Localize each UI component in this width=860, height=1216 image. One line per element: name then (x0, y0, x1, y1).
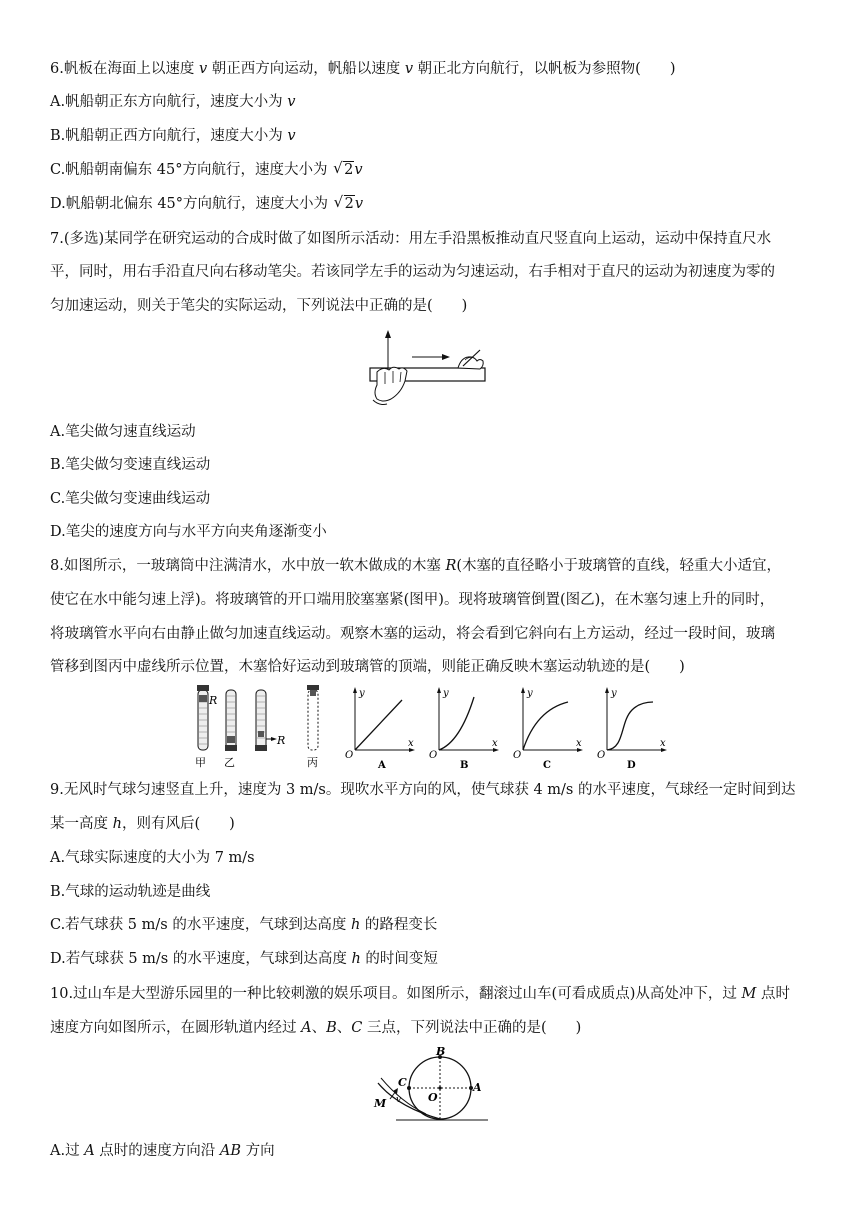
svg-text:O: O (597, 750, 606, 761)
svg-text:D: D (627, 760, 636, 771)
q7-stem-line1: 7.(多选)某同学在研究运动的合成时做了如图所示活动：用左手沿黑板推动直尺竖直向上运动，运动中保持直尺水 (50, 231, 772, 247)
label-C: C (398, 1076, 407, 1089)
q9-option-c[interactable]: C.若气球获 5 m/s 的水平速度，气球到达高度 h 的路程变长 (50, 917, 438, 933)
q6-option-b[interactable]: B.帆船朝正西方向航行，速度大小为 v (50, 128, 296, 144)
label-M: M (374, 1097, 387, 1110)
label-O: O (428, 1091, 438, 1104)
q7-option-b[interactable]: B.笔尖做匀变速直线运动 (50, 457, 211, 473)
svg-text:O: O (429, 750, 438, 761)
tube-bing (307, 685, 319, 750)
svg-text:O: O (513, 750, 522, 761)
q8-figure (180, 682, 680, 772)
q9-option-d[interactable]: D.若气球获 5 m/s 的水平速度，气球到达高度 h 的时间变短 (50, 951, 438, 967)
q10-figure-loop (368, 1045, 493, 1125)
q9-option-b[interactable]: B.气球的运动轨迹是曲线 (50, 884, 211, 900)
q7-stem-line2: 平，同时，用右手沿直尺向右移动笔尖。若该同学左手的运动为匀速运动，右手相对于直尺的运动为初速度为零的 (50, 264, 775, 280)
svg-text:C: C (543, 760, 551, 771)
label-yi: 乙 (224, 756, 235, 769)
svg-text:x: x (660, 738, 666, 749)
q8-stem-line3: 将玻璃管水平向右由静止做匀加速直线运动。观察木塞的运动，将会看到它斜向右上方运动，经过一段时间，玻璃 (50, 626, 775, 642)
tube-jia (197, 685, 209, 750)
tube-yi (225, 690, 237, 751)
q9-option-a[interactable]: A.气球实际速度的大小为 7 m/s (50, 850, 255, 866)
q7-option-c[interactable]: C.笔尖做匀变速曲线运动 (50, 491, 211, 507)
svg-text:x: x (576, 738, 582, 749)
svg-text:y: y (359, 688, 365, 699)
q7-figure-ruler-hand (365, 330, 490, 408)
q6-option-c[interactable]: C.帆船朝南偏东 45°方向航行，速度大小为 √ 2v (50, 160, 363, 180)
q6-stem: 6.帆板在海面上以速度 v 朝正西方向运动，帆船以速度 v 朝正北方向航行，以帆板为参照物( ) (50, 61, 676, 77)
q7-option-d[interactable]: D.笔尖的速度方向与水平方向夹角逐渐变小 (50, 524, 327, 540)
sqrt-symbol: √ 2 (334, 160, 354, 180)
q10-stem-line1: 10.过山车是大型游乐园里的一种比较刺激的娱乐项目。如图所示，翻滚过山车(可看成质点)从高处冲下，过 M 点时 (50, 986, 790, 1002)
graph-d (597, 687, 667, 771)
tube-moving (255, 690, 277, 751)
q10-stem-line2: 速度方向如图所示，在圆形轨道内经过 A、B、C 三点，下列说法中正确的是( ) (50, 1020, 582, 1036)
svg-text:x: x (492, 738, 498, 749)
svg-text:O: O (345, 750, 354, 761)
label-v: v (396, 1095, 402, 1105)
q7-stem-line3: 匀加速运动，则关于笔尖的实际运动，下列说法中正确的是( ) (50, 298, 468, 314)
label-A: A (473, 1081, 482, 1094)
svg-text:x: x (408, 738, 414, 749)
q8-stem-line1: 8.如图所示，一玻璃筒中注满清水，水中放一软木做成的木塞 R(木塞的直径略小于玻璃管的直线，轻重大小适宜， (50, 558, 782, 574)
svg-text:y: y (443, 688, 449, 699)
q8-stem-line4: 管移到图丙中虚线所示位置，木塞恰好运动到玻璃管的顶端，则能正确反映木塞运动轨迹的是( ) (50, 659, 685, 675)
label-bing: 丙 (307, 756, 318, 769)
svg-text:y: y (611, 688, 617, 699)
graph-a (345, 687, 415, 771)
label-B: B (436, 1045, 446, 1058)
q8-stem-line2: 使它在水中能匀速上浮)。将玻璃管的开口端用胶塞塞紧(图甲)。现将玻璃管倒置(图乙)，在木塞匀速上升的同时， (50, 592, 775, 608)
sqrt-symbol: √ 2 (335, 194, 355, 214)
label-jia: 甲 (195, 756, 206, 769)
svg-text:y: y (527, 688, 533, 699)
graph-c (513, 687, 583, 771)
q9-stem-line1: 9.无风时气球匀速竖直上升，速度为 3 m/s。现吹水平方向的风，使气球获 4 m/s 的水平速度，气球经一定时间到达 (50, 782, 796, 798)
q7-option-a[interactable]: A.笔尖做匀速直线运动 (50, 424, 196, 440)
svg-text:B: B (460, 760, 469, 771)
svg-text:A: A (378, 760, 386, 771)
q9-stem-line2: 某一高度 h，则有风后( ) (50, 816, 235, 832)
q10-option-a[interactable]: A.过 A 点时的速度方向沿 AB 方向 (50, 1143, 275, 1159)
graph-b (429, 687, 499, 771)
q6-option-a[interactable]: A.帆船朝正东方向航行，速度大小为 v (50, 94, 296, 110)
q6-option-d[interactable]: D.帆船朝北偏东 45°方向航行，速度大小为 √ 2v (50, 194, 363, 214)
label-R: R (209, 694, 218, 707)
label-R: R (277, 734, 286, 747)
